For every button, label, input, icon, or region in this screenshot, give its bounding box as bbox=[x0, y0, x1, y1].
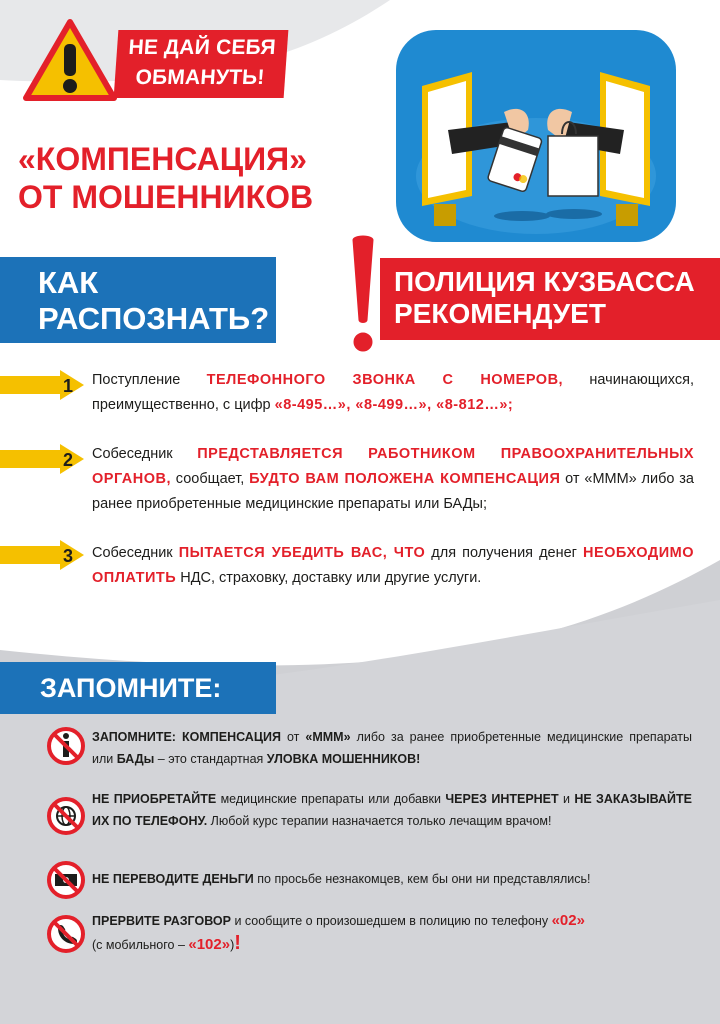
rule-text: НЕ ПЕРЕВОДИТЕ ДЕНЬГИ по просьбе незнакомцев, кем бы они ни представлялись! bbox=[92, 872, 591, 886]
online-purchase-illustration bbox=[392, 26, 680, 246]
warning-icon bbox=[22, 18, 118, 104]
recognize-banner bbox=[0, 257, 276, 343]
police-line1: ПОЛИЦИЯ КУЗБАССА bbox=[394, 266, 695, 297]
no-phone-icon bbox=[46, 914, 86, 954]
police-line2: РЕКОМЕНДУЕТ bbox=[394, 298, 606, 329]
recognize-line2: РАСПОЗНАТЬ? bbox=[38, 301, 270, 336]
remember-banner: ЗАПОМНИТЕ: bbox=[0, 662, 276, 714]
step-arrow-icon bbox=[0, 444, 84, 474]
no-info-icon bbox=[46, 726, 86, 766]
no-money-icon bbox=[46, 860, 86, 900]
rule-text: НЕ ПРИОБРЕТАЙТЕ медицинские препараты или добавки ЧЕРЕЗ ИНТЕРНЕТ и НЕ ЗАКАЗЫВАЙТЕ ИХ ПО ТЕЛЕФОНУ. Любой курс терапии назначается только лечащим врачом! bbox=[92, 792, 693, 828]
step-arrow-icon bbox=[0, 370, 84, 400]
slogan-badge bbox=[114, 30, 289, 98]
step-text: Поступление ТЕЛЕФОННОГО ЗВОНКА С НОМЕРОВ, начинающихся, преимущественно, с цифр «8-495…», «8-499…», «8-812…»; bbox=[92, 372, 694, 413]
no-internet-icon bbox=[46, 796, 86, 836]
step-number: 1 bbox=[62, 376, 74, 396]
slogan-line1: НЕ ДАЙ СЕБЯ bbox=[127, 36, 277, 59]
step-number: 3 bbox=[62, 546, 74, 566]
title-line1: «КОМПЕНСАЦИЯ» bbox=[18, 141, 307, 177]
step-text: Собеседник ПРЕДСТАВЛЯЕТСЯ РАБОТНИКОМ ПРАВООХРАНИТЕЛЬНЫХ ОРГАНОВ, сообщает, БУДТО ВАМ ПОЛОЖЕНА КОМПЕНСАЦИЯ от «МММ» либо за ранее приобретенные медицинские препараты или БАДы; bbox=[92, 446, 694, 512]
rule-text: ЗАПОМНИТЕ: КОМПЕНСАЦИЯ от «МММ» либо за ранее приобретенные медицинские препараты или БАДы – это стандартная УЛОВКА МОШЕННИКОВ! bbox=[92, 730, 692, 766]
rule-text: ПРЕРВИТЕ РАЗГОВОР и сообщите о произошедшем в полицию по телефону «02» (с мобильного – «102»)! bbox=[92, 912, 585, 954]
exclamation-icon bbox=[343, 232, 383, 358]
recognize-line1: КАК bbox=[38, 265, 99, 300]
exclamation-mark: ! bbox=[234, 932, 241, 954]
step-arrow-icon bbox=[0, 540, 84, 570]
step-number: 2 bbox=[62, 450, 74, 470]
title-line2: ОТ МОШЕННИКОВ bbox=[18, 179, 314, 215]
step-text: Собеседник ПЫТАЕТСЯ УБЕДИТЬ ВАС, ЧТО для получения денег НЕОБХОДИМО ОПЛАТИТЬ НДС, страховку, доставку или другие услуги. bbox=[92, 545, 694, 586]
page-title bbox=[18, 140, 338, 216]
police-banner bbox=[380, 258, 720, 340]
slogan-line2: ОБМАНУТЬ! bbox=[134, 66, 266, 89]
